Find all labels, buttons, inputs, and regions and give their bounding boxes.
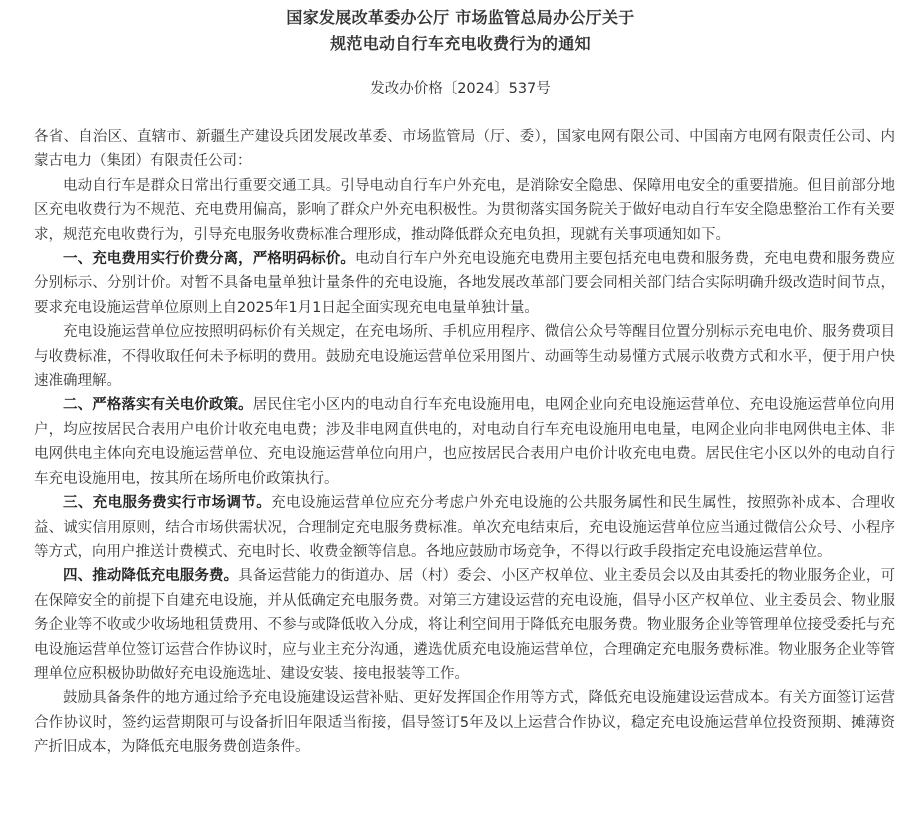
section-1-text: 电动自行车户外充电设施充电费用主要包括充电电费和服务费，充电电费和服务费应分别标示、分别计价。对暂不具备电量单独计量条件的充电设施，各地发展改革部门要会同相关部门结合实际明确升级改造时间节点，要求充电设施运营单位原则上自2025年1月1日起全面实现充电电量单独计量。 <box>34 251 896 316</box>
section-4-text: 具备运营能力的街道办、居（村）委会、小区产权单位、业主委员会以及由其委托的物业服务企业，可在保障安全的前提下自建充电设施，并从低确定充电服务费。对第三方建设运营的充电设施，倡导小区产权单位、业主委员会、物业服务企业等不收或少收场地租赁费用、不参与或降低收入分成，将让利空间用于降低充电服务费。物业服务企业等管理单位接受委托与充电设施运营单位签订运营合作协议时，应与业主充分沟通，遴选优质充电设施运营单位，合理确定充电服务费标准。物业服务企业等管理单位应积极协助做好充电设施选址、建设安装、接电报装等工作。 <box>34 568 896 682</box>
salutation-text: 各省、自治区、直辖市、新疆生产建设兵团发展改革委、市场监管局（厅、委），国家电网有限公司、中国南方电网有限责任公司、内蒙古电力（集团）有限责任公司： <box>34 129 895 170</box>
section-4-text-2: 鼓励具备条件的地方通过给予充电设施建设运营补贴、更好发挥国企作用等方式，降低充电设施建设运营成本。有关方面签订运营合作协议时，签约运营期限可与设备折旧年限适当衔接，倡导签订5年及以上运营合作协议，稳定充电设施运营单位投资预期、摊薄资产折旧成本，为降低充电服务费创造条件。 <box>34 690 895 756</box>
section-1-heading: 一、充电费用实行价费分离，严格明码标价。 <box>63 251 355 268</box>
section-3-heading: 三、充电服务费实行市场调节。 <box>63 495 272 512</box>
document-body <box>34 125 895 760</box>
intro-text: 电动自行车是群众日常出行重要交通工具。引导电动自行车户外充电，是消除安全隐患、保障用电安全的重要措施。但目前部分地区充电收费行为不规范、充电费用偏高，影响了群众户外充电积极性。为贯彻落实国务院关于做好电动自行车安全隐患整治工作有关要求，规范充电收费行为，引导充电服务收费标准合理形成，推动降低群众充电负担，现就有关事项通知如下。 <box>34 177 895 243</box>
section-2-paragraph <box>34 393 895 491</box>
section-2-text: 居民住宅小区内的电动自行车充电设施用电，电网企业向充电设施运营单位、充电设施运营单位向用户，均应按居民合表用户电价计收充电电费；涉及非电网直供电的，对电动自行车充电设施用电电量，电网企业向非电网供电主体、非电网供电主体向充电设施运营单位、充电设施运营单位向用户，也应按居民合表用户电价计收充电电费。居民住宅小区以外的电动自行车充电设施用电，按其所在场所电价政策执行。 <box>34 397 896 487</box>
section-4-paragraph <box>34 564 895 686</box>
section-3-text: 充电设施运营单位应充分考虑户外充电设施的公共服务属性和民生属性，按照弥补成本、合理收益、诚实信用原则，结合市场供需状况，合理制定充电服务费标准。单次充电结束后，充电设施运营单位应当通过微信公众号、小程序等方式，向用户推送计费模式、充电时长、收费金额等信息。各地应鼓励市场竞争，不得以行政手段指定充电设施运营单位。 <box>34 495 895 560</box>
document-number: 发改办价格〔2024〕537号 <box>370 81 551 97</box>
section-4-paragraph-2 <box>34 686 895 759</box>
section-1-paragraph <box>34 247 895 320</box>
intro-paragraph <box>34 174 895 247</box>
document-title-line2: 规范电动自行车充电收费行为的通知 <box>330 34 591 53</box>
section-3-paragraph <box>34 491 895 564</box>
section-1-paragraph-2 <box>34 320 895 393</box>
document-title-line1: 国家发展改革委办公厅 市场监管总局办公厅关于 <box>286 8 635 27</box>
section-1-text-2: 充电设施运营单位应按照明码标价有关规定，在充电场所、手机应用程序、微信公众号等醒目位置分别标示充电电价、服务费项目与收费标准，不得收取任何未予标明的费用。鼓励充电设施运营单位采用图片、动画等生动易懂方式展示收费方式和水平，便于用户快速准确理解。 <box>34 324 895 390</box>
salutation <box>34 125 895 174</box>
section-2-heading: 二、严格落实有关电价政策。 <box>63 397 253 414</box>
section-4-heading: 四、推动降低充电服务费。 <box>63 568 239 585</box>
